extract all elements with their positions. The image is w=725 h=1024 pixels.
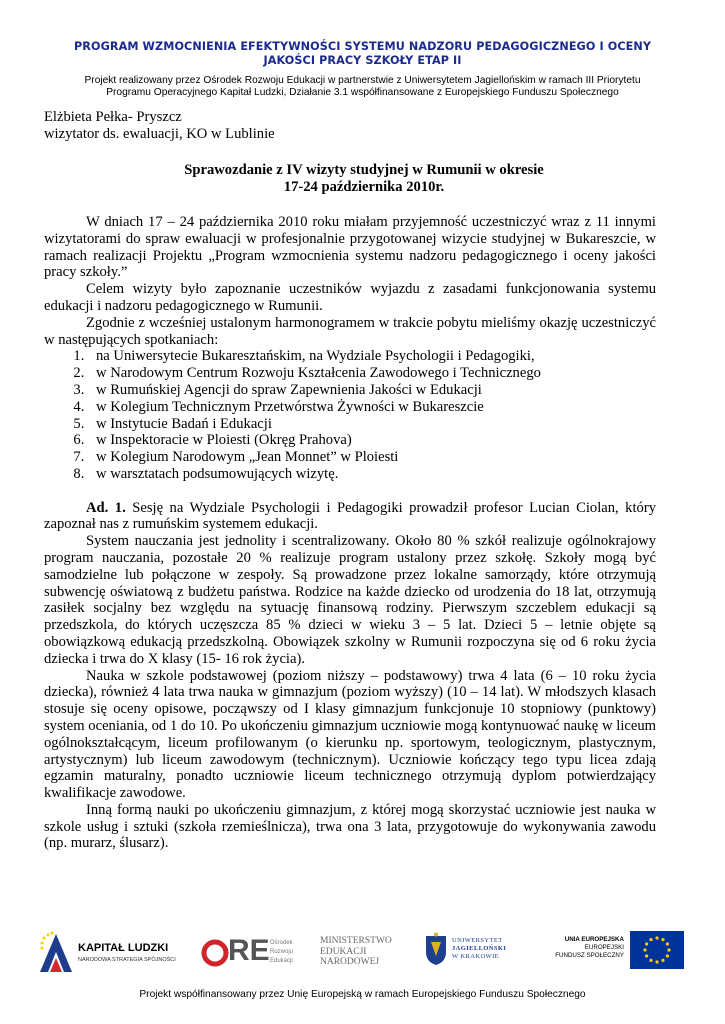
ad1-label: Ad. 1.	[86, 499, 126, 516]
men-text	[320, 936, 392, 968]
ore-caption	[270, 939, 293, 966]
program-subtitle-line2: Programu Operacyjnego Kapitał Ludzki, Działanie 3.1 współfinansowane z Europejskiego Funduszu Społecznego	[106, 87, 619, 98]
uj-line1: UNIWERSYTET	[452, 937, 503, 944]
list-item: 5. w Instytucie Badań i Edukacji	[88, 416, 656, 433]
paragraph-system: System nauczania jest jednolity i scentralizowany. Około 80 % szkół realizuje ogólnokrajowy program nauczania, pozostałe 20 % realizuje program ustalony przez szkołę. Szkoły mogą być samodzielne lub połączone w zespoły. Są prowadzone przez lokalne samorządy, które otrzymują subwencję oświatową z budżetu państwa. Rodzice na każde dziecko od urodzenia do 18 lat, otrzymują zasiłek socjalny bez względu na sytuację finansową rodziny. Pierwszym szczeblem edukacji są przedszkola, do których uczęszcza 85 % dzieci w wieku 3 – 5 lat. Dzieci 5 – letnie objęte są obowiązkową edukacją przedszkolną. Obowiązek szkolny w Rumunii rozpoczyna się od 6 roku życia dziecka i trwa do X klasy (15- 16 rok życia).	[44, 533, 656, 667]
eu-line3: FUNDUSZ SPOŁECZNY	[555, 952, 624, 959]
paragraph-ad1	[44, 500, 656, 534]
list-item: 3. w Rumuńskiej Agencji do spraw Zapewnienia Jakości w Edukacji	[88, 382, 656, 399]
paragraph-intro: W dniach 17 – 24 października 2010 roku miałam przyjemność uczestniczyć wraz z 11 innymi wizytatorami do spraw ewaluacji w profesjonalnie przygotowanej wizycie studyjnej w Bukareszcie, w ramach realizacji Projektu „Program wzmocnienia systemu nadzoru pedagogicznego i oceny jakości pracy szkoły.”	[44, 214, 656, 281]
eu-line2: EUROPEJSKI	[584, 944, 624, 951]
ore-caption-line2: Rozwoju	[270, 949, 294, 955]
uj-logo	[424, 926, 524, 978]
uj-text	[452, 937, 506, 961]
kapital-ludzki-name: KAPITAŁ LUDZKI	[78, 942, 169, 954]
men-logo	[320, 926, 400, 978]
uj-line3: W KRAKOWIE	[452, 953, 500, 960]
list-item: 1. na Uniwersytecie Bukaresztańskim, na Wydziale Psychologii i Pedagogiki,	[88, 348, 656, 365]
kapital-ludzki-tagline: NARODOWA STRATEGIA SPÓJNOŚCI	[78, 957, 176, 963]
document-title-line1: Sprawozdanie z IV wizyty studyjnej w Rumunii w okresie	[184, 162, 544, 178]
uj-line2: JAGIELLOŃSKI	[452, 945, 507, 952]
partner-logos	[36, 926, 691, 978]
document-title	[44, 162, 684, 196]
paragraph-school-levels: Nauka w szkole podstawowej (poziom niższy – podstawowy) trwa 4 lata (6 – 10 roku życia dziecka), również 4 lata trwa nauka w gimnazjum (poziom wyższy) (10 – 14 lat). W młodszych klasach stosuje się oceny opisowe, począwszy od I klasy gimnazjum funkcjonuje 10 stopniowy (punktowy) system oceniania, od 1 do 10. Po ukończeniu gimnazjum uczniowie mogą kontynuować naukę w liceum ogólnokształcącym, liceum profilowanym (o kierunku np. sportowym, teologicznym, plastycznym, artystycznym) lub liceum zawodowym (technicznym). Uczniowie kończący tego typu licea zdają egzamin maturalny, ponadto uczniowie liceum technicznego otrzymują dyplom potwierdzający kwalifikacje zawodowe.	[44, 667, 656, 802]
ore-caption-line1: Ośrodek	[270, 940, 293, 946]
kapital-ludzki-logo	[36, 926, 176, 978]
ad1-text: Sesję na Wydziale Psychologii i Pedagogiki prowadził profesor Lucian Ciolan, który zapoznał nas z rumuńskim systemem edukacji.	[44, 499, 656, 533]
program-title-line1: PROGRAM WZMOCNIENIA EFEKTYWNOŚCI SYSTEMU NADZORU PEDAGOGICZNEGO I OCENY	[73, 40, 652, 53]
program-title-line2: JAKOŚCI PRACY SZKOŁY ETAP II	[263, 54, 462, 67]
footer-note: Projekt współfinansowany przez Unię Europejską w ramach Europejskiego Funduszu Społecznego	[139, 989, 586, 1000]
author-name: Elżbieta Pełka- Pryszcz	[44, 109, 182, 125]
men-line1: MINISTERSTWO	[320, 936, 392, 946]
list-item: 2. w Narodowym Centrum Rozwoju Kształcenia Zawodowego i Technicznego	[88, 365, 656, 382]
ore-mark: RE	[228, 934, 270, 967]
list-item: 4. w Kolegium Technicznym Przetwórstwa Żywności w Bukareszcie	[88, 399, 656, 416]
document-title-line2: 17-24 października 2010r.	[283, 179, 445, 195]
eu-flag-icon	[630, 931, 684, 969]
program-header	[30, 40, 695, 99]
paragraph-gap	[44, 483, 656, 500]
program-subtitle-line1: Projekt realizowany przez Ośrodek Rozwoju Edukacji w partnerstwie z Uniwersytetem Jagiellońskim w ramach III Priorytetu	[84, 75, 641, 86]
list-item: 8. w warsztatach podsumowujących wizytę.	[88, 466, 656, 483]
ore-caption-line3: Edukacji	[270, 958, 293, 964]
paragraph-vocational: Inną formą nauki po ukończeniu gimnazjum, z której mogą skorzystać uczniowie jest nauka w szkole usług i sztuki (szkoła rzemieślnicza), trwa ona 3 lata, przygotowuje do wykonywania zawodu (np. murarz, ślusarz).	[44, 801, 656, 852]
men-line2: EDUKACJI	[320, 946, 367, 957]
kapital-ludzki-emblem-icon	[38, 930, 74, 974]
meetings-list	[44, 348, 656, 482]
list-item: 6. w Inspektoracie w Ploiesti (Okręg Prahova)	[88, 432, 656, 449]
author-role: wizytator ds. ewaluacji, KO w Lublinie	[44, 126, 275, 142]
paragraph-goal: Celem wizyty było zapoznanie uczestników wyjazdu z zasadami funkcjonowania systemu edukacji i nadzoru pedagogicznego w Rumunii.	[44, 281, 656, 314]
men-line3: NARODOWEJ	[320, 957, 380, 967]
eu-line1: UNIA EUROPEJSKA	[564, 936, 624, 943]
eu-logo	[544, 926, 691, 978]
eu-text	[544, 936, 624, 960]
paragraph-schedule: Zgodnie z wcześniej ustalonym harmonogramem w trakcie pobytu mieliśmy okazję uczestniczyć w następujących spotkaniach:	[44, 314, 656, 348]
uj-crest-icon	[424, 932, 448, 966]
list-item: 7. w Kolegium Narodowym „Jean Monnet” w Ploiesti	[88, 449, 656, 466]
author-block	[44, 109, 275, 143]
report-body	[44, 214, 656, 852]
ore-logo	[200, 926, 310, 978]
ore-ring-icon	[200, 938, 230, 968]
